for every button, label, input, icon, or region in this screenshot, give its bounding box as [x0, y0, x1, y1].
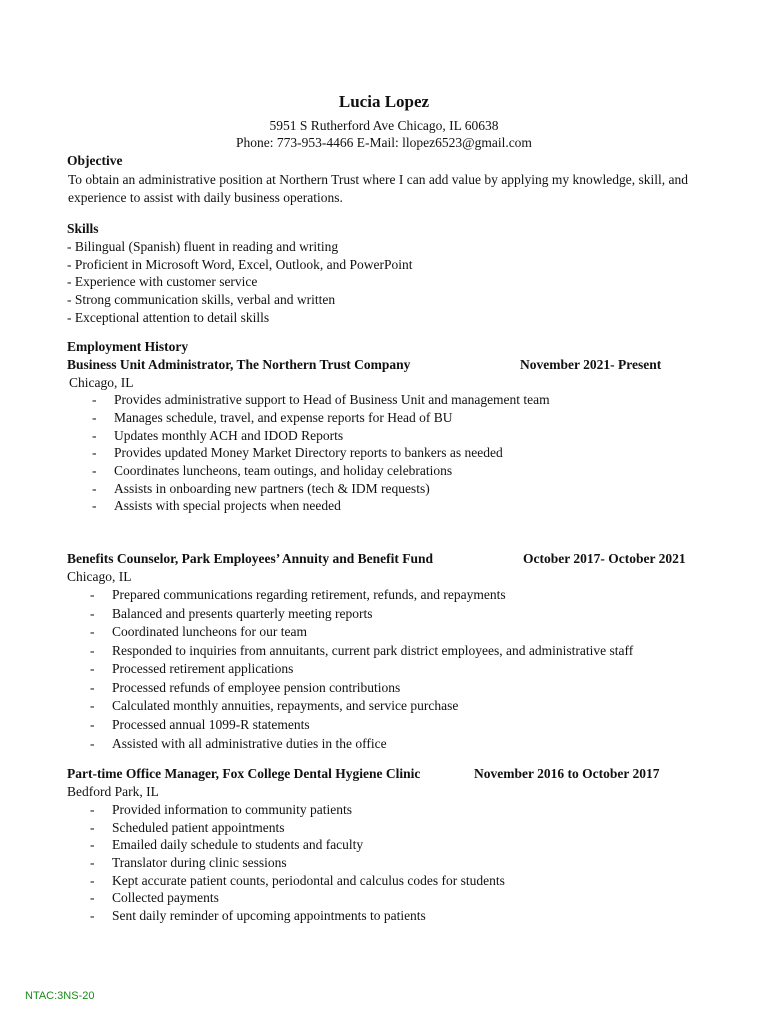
bullet-item: Prepared communications regarding retirement, refunds, and repayments	[112, 587, 506, 602]
bullet-dash: -	[92, 498, 97, 513]
employment-heading: Employment History	[67, 339, 189, 354]
job-title: Business Unit Administrator, The Northern Trust Company	[67, 357, 411, 372]
address-line: 5951 S Rutherford Ave Chicago, IL 60638	[269, 118, 499, 133]
skills-heading: Skills	[67, 221, 99, 236]
footer-code: NTAC:3NS-20	[25, 990, 95, 1002]
bullet-item: Coordinated luncheons for our team	[112, 624, 307, 639]
candidate-name: Lucia Lopez	[338, 92, 430, 111]
objective-text: To obtain an administrative position at Northern Trust where I can add value by applying my knowledge, skill, and experience to assist with daily business operations.	[68, 172, 688, 205]
bullet-dash: -	[92, 428, 97, 443]
bullet-dash: -	[90, 736, 95, 751]
bullet-dash: -	[90, 643, 95, 658]
bullet-item: Assists with special projects when needed	[114, 498, 341, 513]
job-location: Bedford Park, IL	[67, 784, 159, 799]
bullet-item: Translator during clinic sessions	[112, 855, 287, 870]
bullet-item: Calculated monthly annuities, repayments, and service purchase	[112, 698, 459, 713]
bullet-dash: -	[90, 606, 95, 621]
bullet-item: Kept accurate patient counts, periodontal and calculus codes for students	[112, 873, 505, 888]
bullet-item: Emailed daily schedule to students and faculty	[112, 837, 364, 852]
bullet-item: Collected payments	[112, 890, 219, 905]
bullet-item: Responded to inquiries from annuitants, current park district employees, and administrative staff	[112, 643, 634, 658]
job-dates: October 2017- October 2021	[523, 551, 686, 566]
bullet-item: Scheduled patient appointments	[112, 820, 285, 835]
job-title: Benefits Counselor, Park Employees’ Annuity and Benefit Fund	[67, 551, 434, 566]
bullet-item: Manages schedule, travel, and expense reports for Head of BU	[114, 410, 453, 425]
skill-item: - Experience with customer service	[67, 274, 258, 289]
bullet-dash: -	[90, 837, 95, 852]
bullet-dash: -	[90, 680, 95, 695]
bullet-dash: -	[90, 698, 95, 713]
bullet-dash: -	[90, 890, 95, 905]
bullet-dash: -	[90, 802, 95, 817]
bullet-item: Updates monthly ACH and IDOD Reports	[114, 428, 344, 443]
bullet-item: Sent daily reminder of upcoming appointments to patients	[112, 908, 426, 923]
bullet-dash: -	[90, 855, 95, 870]
skill-item: - Proficient in Microsoft Word, Excel, Outlook, and PowerPoint	[67, 257, 413, 272]
bullet-dash: -	[90, 661, 95, 676]
skill-item: - Strong communication skills, verbal and written	[67, 292, 336, 307]
bullet-dash: -	[90, 587, 95, 602]
bullet-dash: -	[90, 908, 95, 923]
job-dates: November 2021- Present	[520, 357, 662, 372]
bullet-item: Provides updated Money Market Directory reports to bankers as needed	[114, 445, 503, 460]
skill-item: - Bilingual (Spanish) fluent in reading and writing	[67, 239, 339, 254]
bullet-dash: -	[92, 445, 97, 460]
bullet-item: Assisted with all administrative duties in the office	[112, 736, 387, 751]
bullet-dash: -	[90, 624, 95, 639]
bullet-item: Processed refunds of employee pension contributions	[112, 680, 401, 695]
bullet-dash: -	[92, 463, 97, 478]
bullet-dash: -	[90, 873, 95, 888]
job-title: Part-time Office Manager, Fox College Dental Hygiene Clinic	[67, 766, 421, 781]
bullet-dash: -	[90, 820, 95, 835]
bullet-dash: -	[92, 481, 97, 496]
objective-heading: Objective	[67, 153, 123, 168]
bullet-item: Balanced and presents quarterly meeting reports	[112, 606, 373, 621]
contact-line: Phone: 773-953-4466 E-Mail: llopez6523@gmail.com	[236, 135, 532, 150]
bullet-item: Coordinates luncheons, team outings, and holiday celebrations	[114, 463, 453, 478]
bullet-dash: -	[92, 392, 97, 407]
bullet-item: Processed retirement applications	[112, 661, 294, 676]
job-dates: November 2016 to October 2017	[474, 766, 660, 781]
bullet-item: Assists in onboarding new partners (tech & IDM requests)	[114, 481, 430, 496]
bullet-dash: -	[92, 410, 97, 425]
job-location: Chicago, IL	[69, 375, 134, 390]
bullet-item: Processed annual 1099-R statements	[112, 717, 310, 732]
skill-item: - Exceptional attention to detail skills	[67, 310, 270, 325]
bullet-item: Provides administrative support to Head of Business Unit and management team	[114, 392, 550, 407]
job-location: Chicago, IL	[67, 569, 132, 584]
bullet-item: Provided information to community patients	[112, 802, 352, 817]
bullet-dash: -	[90, 717, 95, 732]
